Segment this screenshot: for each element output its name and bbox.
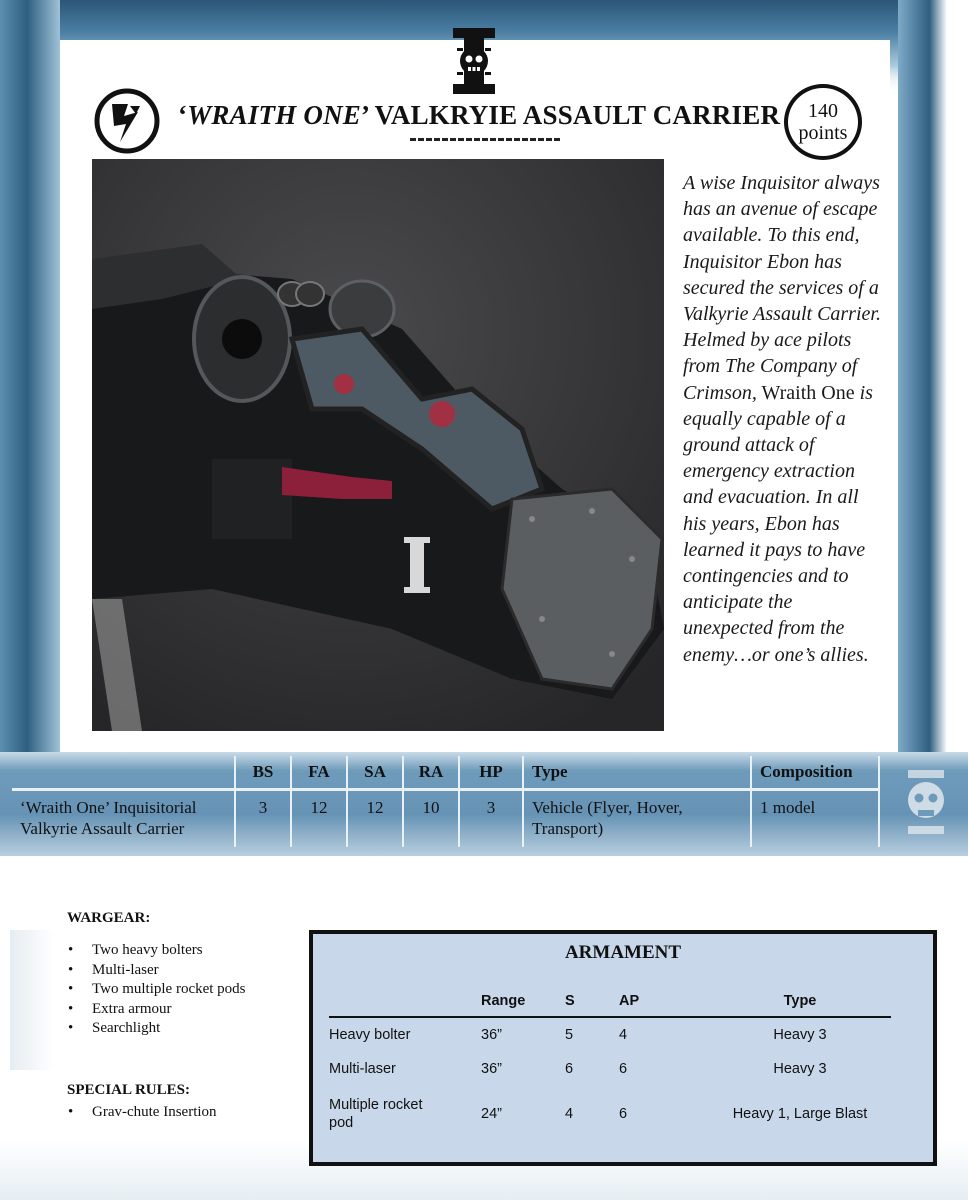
armament-title: ARMAMENT bbox=[564, 942, 682, 963]
armament-range: 24” bbox=[481, 1106, 502, 1122]
stats-ra: 10 bbox=[403, 790, 459, 848]
table-row bbox=[12, 790, 879, 848]
wargear-title: WARGEAR: bbox=[67, 910, 151, 926]
armament-ap: 6 bbox=[619, 1106, 628, 1122]
table-row bbox=[329, 1052, 891, 1086]
armament-strength: 6 bbox=[565, 1061, 574, 1077]
stats-header-fa: FA bbox=[291, 756, 347, 790]
flavor-text-name: Wraith One bbox=[756, 381, 860, 404]
armament-weapon-name: Multiple rocket pod bbox=[329, 1097, 423, 1131]
special-rules-title: SPECIAL RULES: bbox=[67, 1082, 190, 1098]
armament-table bbox=[329, 990, 891, 1136]
flavor-text-part2: is equally capable of a ground attack of emergency extraction and evacuation. In all his years, Ebon has learned it pays to have contingencies and to anticipate the unexpected from the enemy…or one’s allies. bbox=[683, 381, 873, 666]
wargear-section bbox=[67, 910, 307, 1039]
stats-composition: 1 model bbox=[751, 790, 879, 848]
armament-type: Heavy 3 bbox=[773, 1027, 827, 1043]
points-label: points bbox=[798, 122, 848, 144]
valkyrie-photo bbox=[92, 159, 664, 731]
page-title: ‘WRAITH ONE’ VALKRYIE ASSAULT CARRIER bbox=[178, 100, 781, 130]
stats-table bbox=[12, 756, 880, 847]
armament-ap: 4 bbox=[619, 1027, 628, 1043]
stats-header-hp: HP bbox=[459, 756, 523, 790]
stats-fa: 12 bbox=[291, 790, 347, 848]
frame-right-decoration bbox=[898, 0, 968, 760]
flavor-text bbox=[683, 170, 883, 668]
armament-header-row bbox=[329, 990, 891, 1018]
flavor-text-part1: A wise Inquisitor always has an avenue of escape available. To this end, Inquisitor Ebon has secured the services of a Valkyrie Assault Carrier. Helmed by ace pilots from The Company of Crimson, bbox=[683, 172, 881, 404]
armament-header-range: Range bbox=[481, 993, 526, 1009]
list-item: • Searchlight bbox=[67, 1019, 307, 1039]
armament-range: 36” bbox=[481, 1027, 502, 1043]
armament-header-s: S bbox=[565, 993, 575, 1009]
armament-strength: 4 bbox=[565, 1106, 574, 1122]
stats-sa: 12 bbox=[347, 790, 403, 848]
header bbox=[94, 84, 874, 164]
armament-strength: 5 bbox=[565, 1027, 574, 1043]
armament-header-type: Type bbox=[783, 993, 817, 1009]
list-item: • Multi-laser bbox=[67, 961, 307, 981]
special-rules-section bbox=[67, 1082, 217, 1122]
stats-header-bs: BS bbox=[235, 756, 291, 790]
title-italic-name: WRAITH ONE bbox=[187, 100, 361, 130]
skull-icon bbox=[896, 764, 956, 844]
left-texture-decoration bbox=[10, 930, 55, 1070]
stats-type: Vehicle (Flyer, Hover, Transport) bbox=[523, 790, 751, 848]
list-item: • Two multiple rocket pods bbox=[67, 980, 307, 1000]
wargear-list bbox=[67, 941, 307, 1039]
table-row bbox=[329, 1086, 891, 1136]
list-item: • Extra armour bbox=[67, 1000, 307, 1020]
armament-type: Heavy 3 bbox=[773, 1061, 827, 1077]
stats-header-type: Type bbox=[523, 756, 751, 790]
armament-type: Heavy 1, Large Blast bbox=[732, 1106, 868, 1122]
stats-unit-name: ‘Wraith One’ Inquisitorial Valkyrie Assault Carrier bbox=[12, 790, 235, 848]
special-rules-list bbox=[67, 1103, 217, 1122]
lightning-bolt-icon bbox=[94, 88, 160, 154]
armament-ap: 6 bbox=[619, 1061, 628, 1077]
table-row bbox=[329, 1018, 891, 1052]
list-item: • Grav-chute Insertion bbox=[67, 1103, 217, 1122]
stats-bs: 3 bbox=[235, 790, 291, 848]
armament-weapon-name: Heavy bolter bbox=[329, 1027, 411, 1043]
points-badge bbox=[784, 84, 862, 160]
armament-range: 36” bbox=[481, 1061, 502, 1077]
list-item: • Two heavy bolters bbox=[67, 941, 307, 961]
points-value: 140 bbox=[808, 100, 838, 122]
stats-hp: 3 bbox=[459, 790, 523, 848]
armament-weapon-name: Multi-laser bbox=[329, 1061, 396, 1077]
stats-header-row bbox=[12, 756, 879, 790]
armament-header-ap: AP bbox=[619, 993, 640, 1009]
stats-header-sa: SA bbox=[347, 756, 403, 790]
armament-box bbox=[309, 930, 937, 1166]
stats-header-composition: Composition bbox=[751, 756, 879, 790]
stats-header-name bbox=[12, 756, 235, 790]
frame-left-decoration bbox=[0, 0, 60, 760]
title-underline-decoration bbox=[410, 138, 560, 141]
stats-header-ra: RA bbox=[403, 756, 459, 790]
